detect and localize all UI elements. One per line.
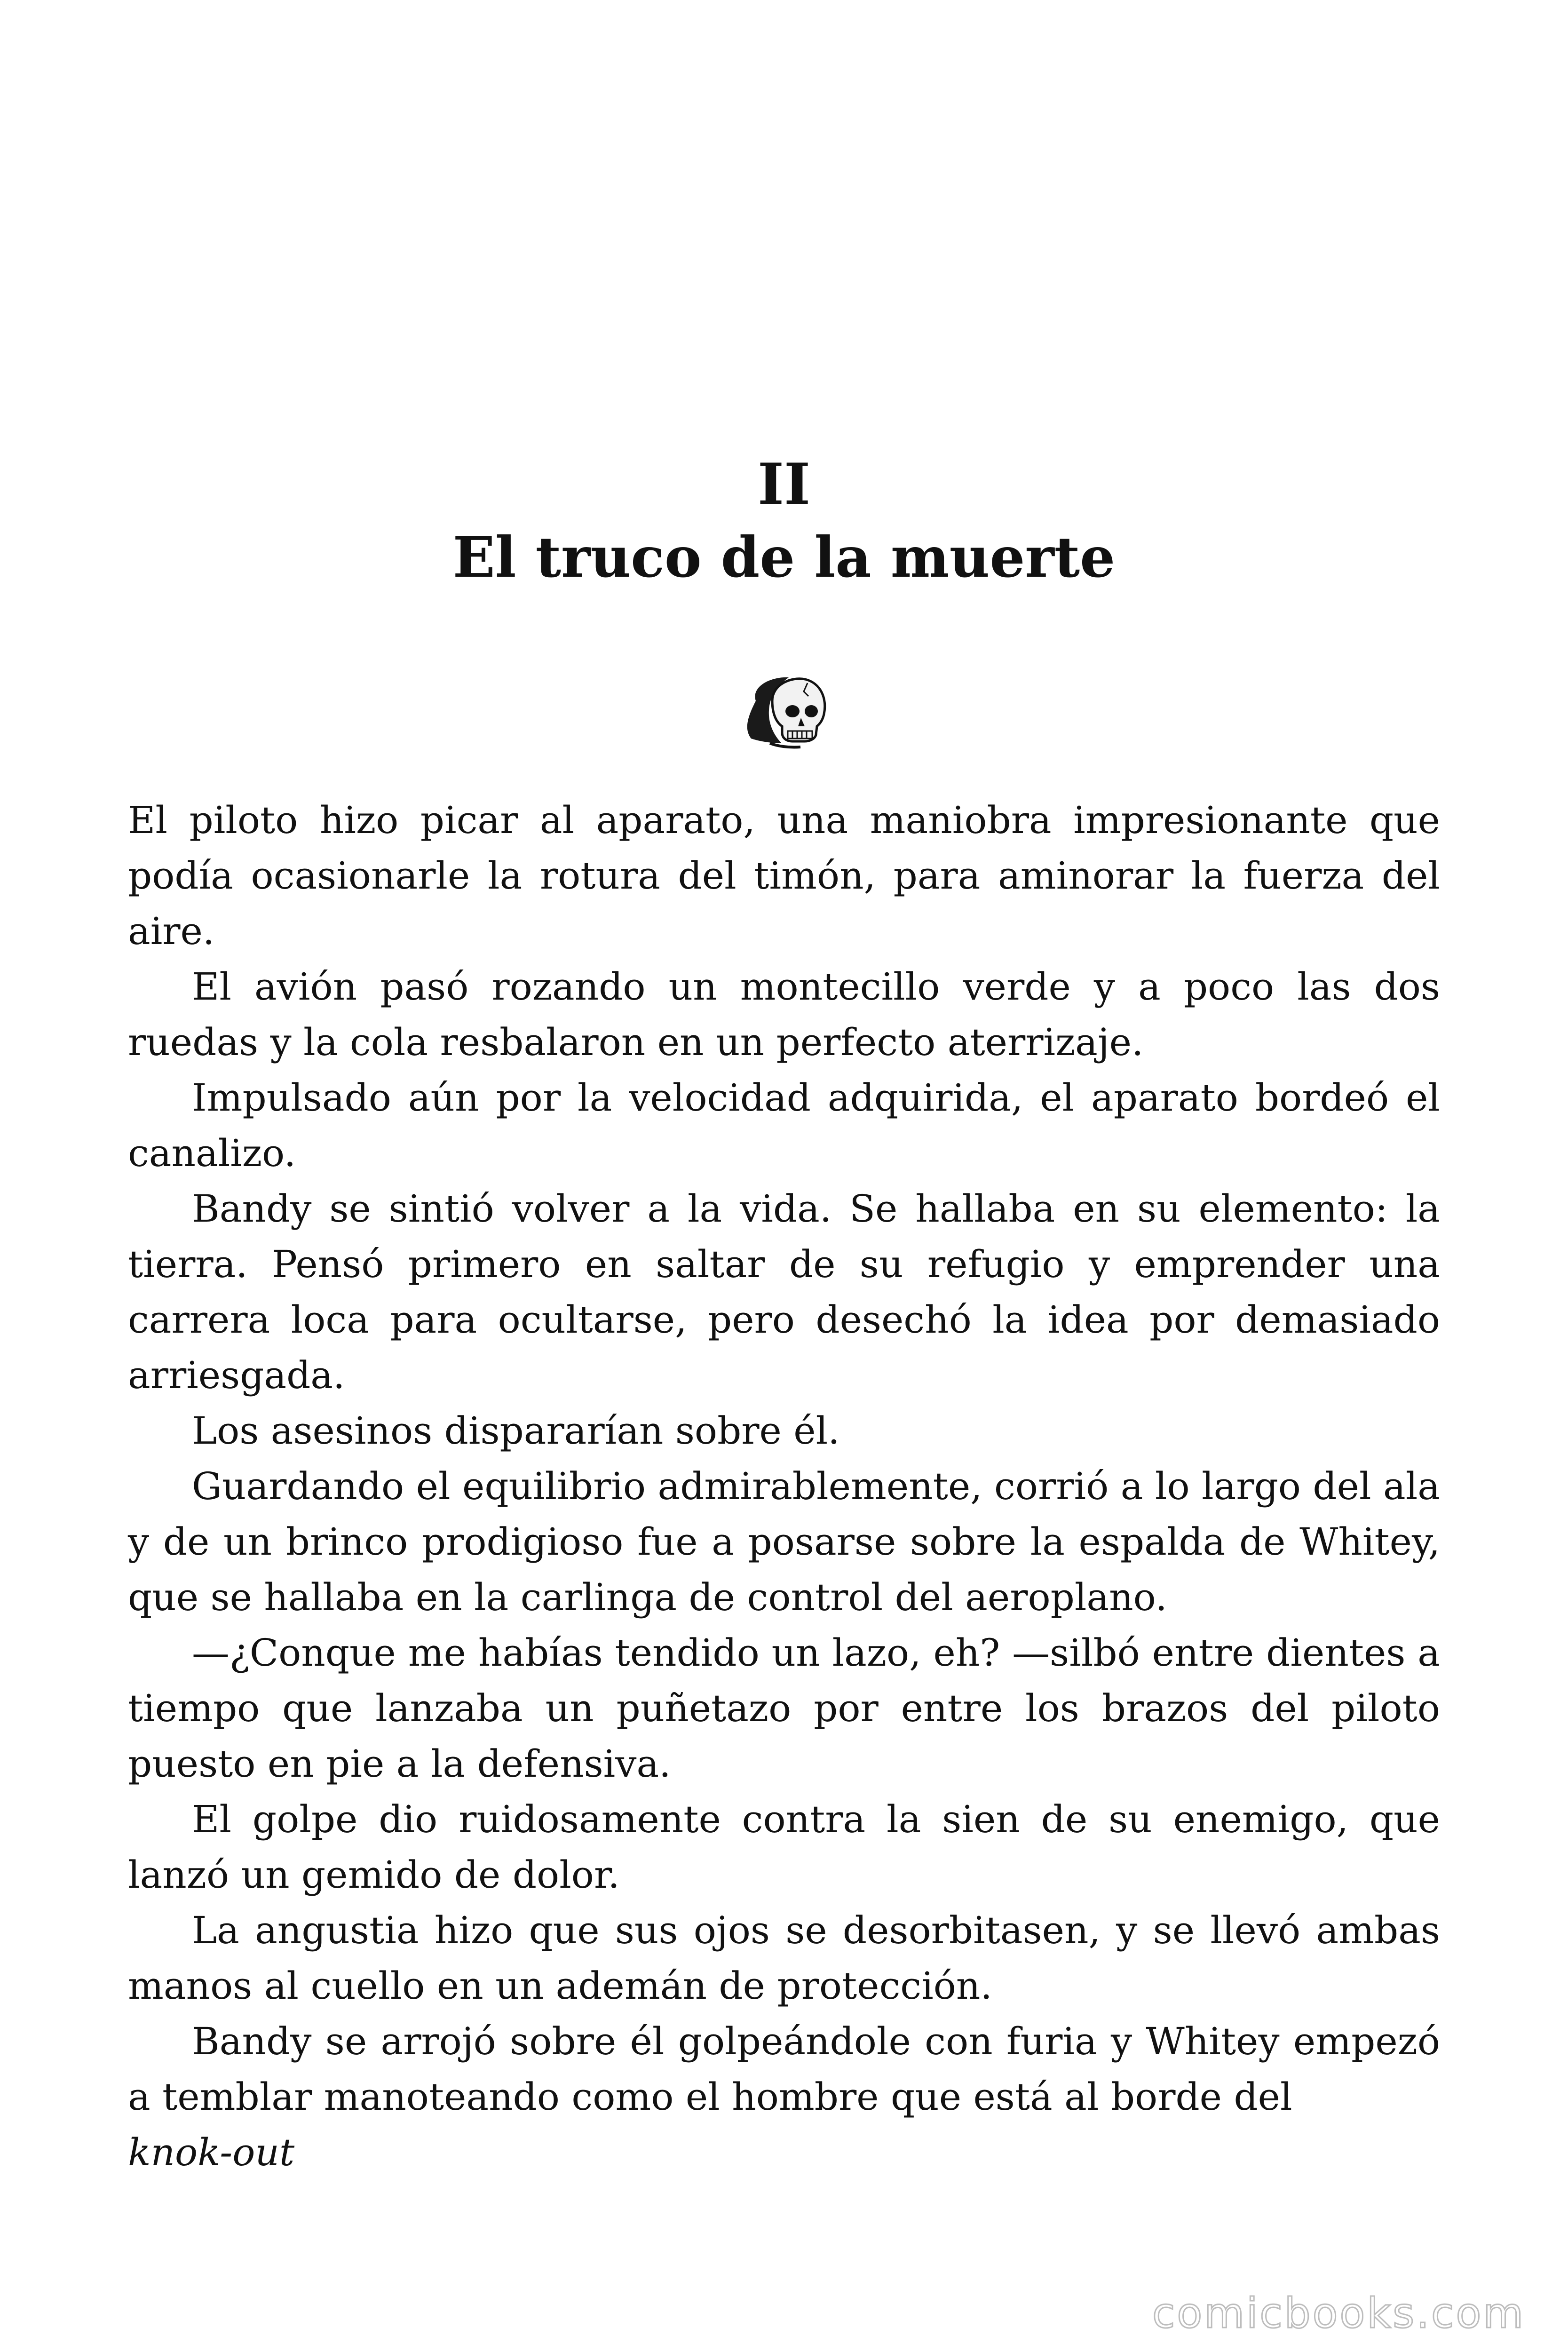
chapter-number: II	[757, 451, 811, 517]
paragraph: Los asesinos dispararían sobre él.	[192, 1409, 840, 1453]
paragraph: El avión pasó rozando un montecillo verde y a poco las dos ruedas y la cola resbalaron en un perfecto aterrizaje.	[128, 965, 1440, 1064]
paragraph: El piloto hizo picar al aparato, una maniobra impresionante que podía ocasionarle la rotura del timón, para aminorar la fuerza del aire.	[128, 798, 1440, 953]
paragraph: Bandy se sintió volver a la vida. Se hallaba en su elemento: la tierra. Pensó primero en saltar de su refugio y emprender una carrera loca para ocultarse, pero desechó la idea por demasiado arriesgada.	[128, 1187, 1440, 1397]
paragraph: —¿Conque me habías tendido un lazo, eh? —silbó entre dientes a tiempo que lanzaba un puñetazo por entre los brazos del piloto puesto en pie a la defensiva.	[128, 1631, 1440, 1786]
italic-term: knok-out	[128, 2130, 295, 2174]
chapter-title: El truco de la muerte	[452, 524, 1116, 590]
body-text	[128, 793, 1440, 2180]
watermark: comicbooks.com	[1152, 2289, 1526, 2337]
paragraph: El golpe dio ruidosamente contra la sien de su enemigo, que lanzó un gemido de dolor.	[128, 1797, 1440, 1897]
paragraph: La angustia hizo que sus ojos se desorbitasen, y se llevó ambas manos al cuello en un ademán de protección.	[128, 1908, 1440, 2008]
paragraph: Guardando el equilibrio admirablemente, corrió a lo largo del ala y de un brinco prodigioso fue a posarse sobre la espalda de Whitey, que se hallaba en la carlinga de control del aeroplano.	[128, 1464, 1440, 1619]
chapter-header	[0, 449, 1568, 595]
paragraph: Impulsado aún por la velocidad adquirida, el aparato bordeó el canalizo.	[128, 1076, 1440, 1175]
paragraph: Bandy se arrojó sobre él golpeándole con furia y Whitey empezó a temblar manoteando como el hombre que está al borde del	[128, 2019, 1440, 2119]
skull-icon	[737, 673, 831, 753]
